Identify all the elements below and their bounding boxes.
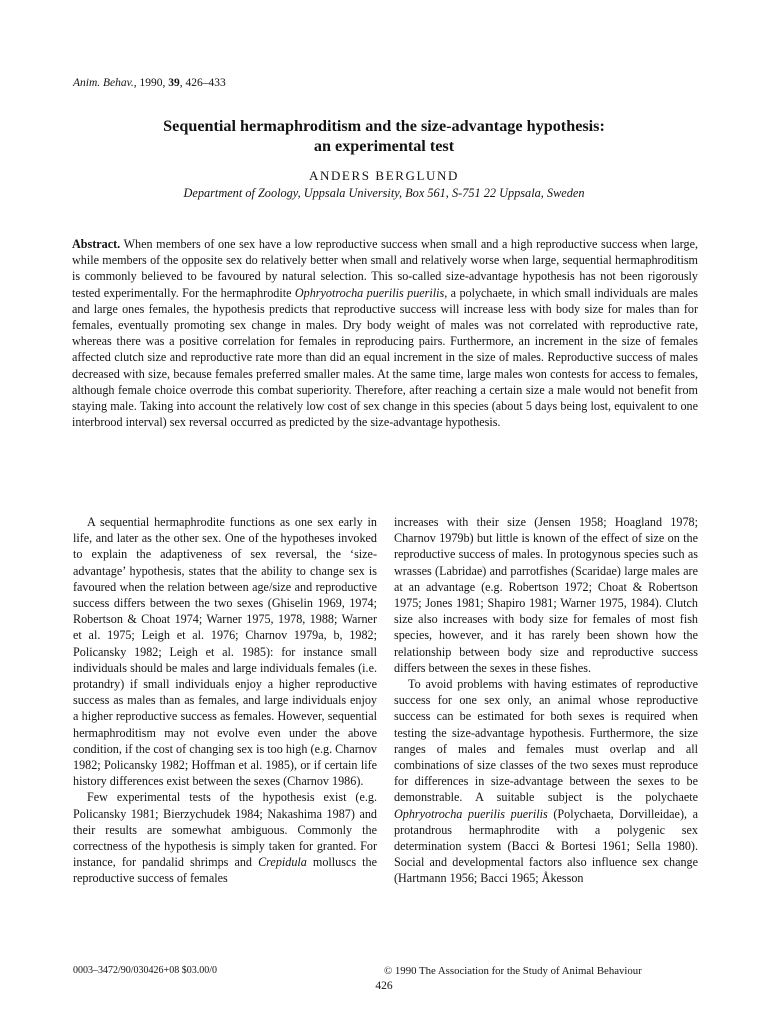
abstract-species: Ophryotrocha puerilis puerilis <box>294 285 445 300</box>
copyright-notice: © 1990 The Association for the Study of Animal Behaviour <box>384 965 642 977</box>
citation-year: , 1990, <box>133 77 169 89</box>
title-line-2: an experimental test <box>313 137 455 155</box>
article-title <box>60 116 708 156</box>
citation-volume: 39 <box>168 77 180 89</box>
right-paragraph-2-text-a: To avoid problems with having estimates of reproductive success for one sex only, an animal whose reproductive success can be estimated for both sexes is required when testing the size-advantage hypothesis. Furthermore, the size ranges of males and females must overlap and all combinations of size classes of the two sexes must reproduce for differences in size-advantage between the sexes to be demonstrable. A suitable subject is the polychaete <box>394 677 698 805</box>
author-name: ANDERS BERGLUND <box>308 168 460 183</box>
abstract-label: Abstract. <box>72 237 121 251</box>
left-paragraph-2-text-b: molluscs the reproductive success of females <box>73 855 377 886</box>
right-paragraph-2-species: Ophryotrocha puerilis puerilis <box>394 806 548 821</box>
right-paragraph-2 <box>394 676 698 887</box>
author-affiliation: Department of Zoology, Uppsala University, Box 561, S-751 22 Uppsala, Sweden <box>183 186 585 200</box>
right-paragraph-2-text-b: (Polychaeta, Dorvilleidae), a protandrous hermaphrodite with a polygenic sex determination system (Bacci & Bortesi 1961; Sella 1980). Social and developmental factors also influence sex change (Hartmann 1956; Bacci 1965; Åkesson <box>394 806 699 886</box>
abstract-text-1: When members of one sex have a low reproductive success when small and a high reproductive success when large, while members of the opposite sex do relatively better when small and relatively worse when large, sequential hermaphroditism is commonly believed to be favoured by natural selection. This so-called size-advantage hypothesis has not been rigorously tested experimentally. For the hermaphrodite <box>72 237 698 300</box>
left-paragraph-2 <box>73 789 377 886</box>
left-paragraph-2-genus: Crepidula <box>258 855 307 870</box>
abstract <box>72 236 698 430</box>
left-paragraph-1: A sequential hermaphrodite functions as one sex early in life, and later as the other sex. One of the hypotheses invoked to explain the adaptiveness of sex reversal, the ‘size-advantage’ hypothesis, states that the ability to change sex is favoured when the relation between age/size and reproductive success differs between the two sexes (Ghiselin 1969, 1974; Robertson & Choat 1974; Warner 1975, 1978, 1988; Warner et al. 1975; Leigh et al. 1976; Charnov 1979a, b, 1982; Policansky 1982; Leigh et al. 1985): for instance small individuals should be males and large individuals females (i.e. protandry) if small individuals enjoy a higher reproductive success as males than as females, and large individuals enjoy a higher reproductive success as females. However, sequential hermaphroditism may not evolve even under the above condition, if the cost of changing sex is too high (e.g. Charnov 1982; Policansky 1982; Hoffman et al. 1985), or if certain life history differences exist between the sexes (Charnov 1986). <box>73 515 377 789</box>
journal-name: Anim. Behav. <box>73 77 134 89</box>
page-number: 426 <box>375 980 393 992</box>
right-paragraph-1: increases with their size (Jensen 1958; Hoagland 1978; Charnov 1979b) but little is known of the effect of size on the reproductive success of males. In protogynous species such as wrasses (Labridae) and parrotfishes (Scaridae) large males are at an advantage (e.g. Robertson 1972; Choat & Robertson 1975; Jones 1981; Shapiro 1981; Warner 1975, 1984). Clutch size also increases with body size for females of most fish species, however, and it has rarely been shown how the relationship between body size and reproductive success differs between the sexes in these fishes. <box>394 515 698 675</box>
abstract-text-2: , a polychaete, in which small individuals are males and large ones females, the hypothesis predicts that reproductive success will increase less with body size for males than for females, eventually promoting sex change in males. Dry body weight of males was not correlated with reproductive rate, whereas there was a positive correlation for females in reproducing pairs. Furthermore, an increment in the size of females affected clutch size and reproductive rate more than did an equal increment in the size of males. Reproductive success of males decreased with size, because females preferred smaller males. At the same time, large males won contests for access to females, although female choice overrode this combat superiority. Therefore, after reaching a certain size a male would not benefit from staying male. Taking into account the relatively low cost of sex change in this species (about 5 days being lost, equivalent to one interbrood interval) sex reversal occurred as predicted by the size-advantage hypothesis. <box>72 285 699 430</box>
body-column-left <box>73 514 377 887</box>
body-column-right <box>394 514 698 887</box>
issn-code: 0003–3472/90/030426+08 $03.00/0 <box>73 965 217 976</box>
citation-line <box>73 77 226 89</box>
citation-pages: , 426–433 <box>179 77 226 89</box>
title-line-1: Sequential hermaphroditism and the size-advantage hypothesis: <box>163 117 605 135</box>
left-paragraph-2-text-a: Few experimental tests of the hypothesis exist (e.g. Policansky 1981; Bierzychudek 1984; Nakashima 1987) and their results are somewhat ambiguous. Commonly the correctness of the hypothesis is simply taken for granted. For instance, for pandalid shrimps and <box>73 790 377 870</box>
